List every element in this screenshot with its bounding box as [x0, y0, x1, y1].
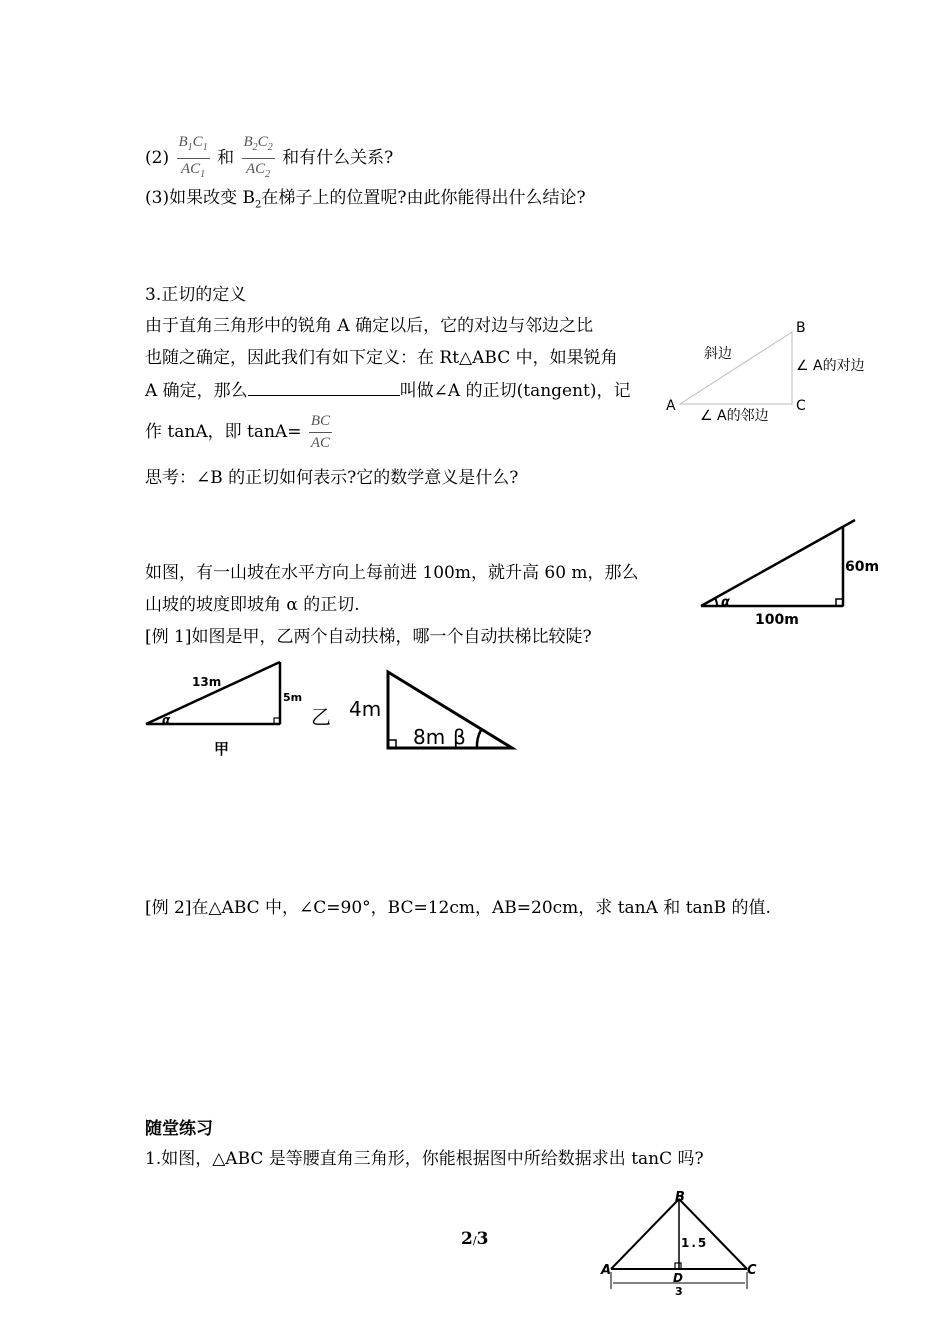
slope-angle-label: α — [721, 595, 730, 610]
base-label: 3 — [675, 1285, 683, 1295]
escalator-b-height: 4m — [349, 697, 382, 721]
slope-hypotenuse — [701, 520, 855, 606]
example-1: [例 1]如图是甲，乙两个自动扶梯，哪一个自动扶梯比较陡? — [145, 627, 592, 647]
label-a: A — [666, 398, 676, 414]
fraction-b1c1-ac1: $\frac{B_1C_1}{AC_1}$ — [178, 134, 208, 180]
think-question: 思考：∠B 的正切如何表示?它的数学意义是什么? — [145, 468, 519, 488]
label-d: D — [673, 1271, 683, 1285]
slope-figure — [695, 512, 895, 632]
definition-line-4: 作 tanA，即 tanA= $\frac{BC}{AC}$ — [145, 413, 331, 451]
definition-triangle-figure — [660, 310, 890, 430]
escalator-b-label: 乙 — [311, 705, 331, 729]
isosceles-triangle-figure — [595, 1185, 770, 1295]
slope-line-1: 如图，有一山坡在水平方向上每前进 100m，就升高 60 m，那么 — [145, 563, 639, 583]
label-b: B — [675, 1190, 685, 1205]
escalator-b-angle: β — [453, 725, 466, 749]
example-2: [例 2]在△ABC 中，∠C=90°，BC=12cm，AB=20cm，求 tanA 和 tanB 的值. — [145, 898, 771, 918]
escalator-a-angle: α — [162, 713, 171, 727]
escalator-a-height: 5m — [283, 691, 303, 704]
escalator-a-figure — [140, 656, 310, 761]
label-c: C — [747, 1263, 757, 1278]
label-opposite: ∠ A的对边 — [796, 358, 865, 374]
question-2: (2) $\frac{B_1C_1}{AC_1}$ 和 $\frac{B_2C_2}{AC_2}$ 和有什么关系? — [145, 134, 393, 183]
height-label: 1.5 — [681, 1236, 709, 1250]
practice-question-1: 1.如图，△ABC 是等腰直角三角形，你能根据图中所给数据求出 tanC 吗? — [145, 1149, 704, 1169]
slope-base-label: 100m — [755, 612, 799, 628]
section-title: 3.正切的定义 — [145, 285, 247, 305]
practice-title: 随堂练习 — [145, 1119, 213, 1139]
slope-height-label: 60m — [845, 559, 880, 575]
fraction-b2c2-ac2: $\frac{B_2C_2}{AC_2}$ — [243, 134, 273, 180]
fill-in-blank[interactable] — [248, 379, 400, 396]
definition-line-3: A 确定，那么 叫做∠A 的正切(tangent)，记 — [145, 381, 631, 401]
label-adjacent: ∠ A的邻边 — [700, 408, 769, 424]
escalator-b-base: 8m — [413, 725, 446, 749]
label-b: B — [796, 320, 806, 336]
slope-line-2: 山坡的坡度即坡角 α 的正切. — [145, 595, 360, 615]
page-number: 2/3 — [461, 1229, 489, 1249]
escalator-a-hyp: 13m — [192, 675, 222, 689]
fraction-bc-ac: $\frac{BC}{AC}$ — [310, 413, 331, 451]
definition-line-1: 由于直角三角形中的锐角 A 确定以后，它的对边与邻边之比 — [145, 316, 594, 336]
label-c: C — [796, 398, 806, 414]
label-a: A — [601, 1263, 612, 1278]
escalator-b-figure — [305, 662, 525, 757]
escalator-a-label: 甲 — [214, 740, 230, 758]
definition-line-2: 也随之确定，因此我们有如下定义：在 Rt△ABC 中，如果锐角 — [145, 348, 618, 368]
question-3: (3)如果改变 $B_2$在梯子上的位置呢?由此你能得出什么结论? — [145, 188, 586, 211]
triangle-shape — [680, 332, 792, 404]
label-hypotenuse: 斜边 — [704, 346, 732, 362]
